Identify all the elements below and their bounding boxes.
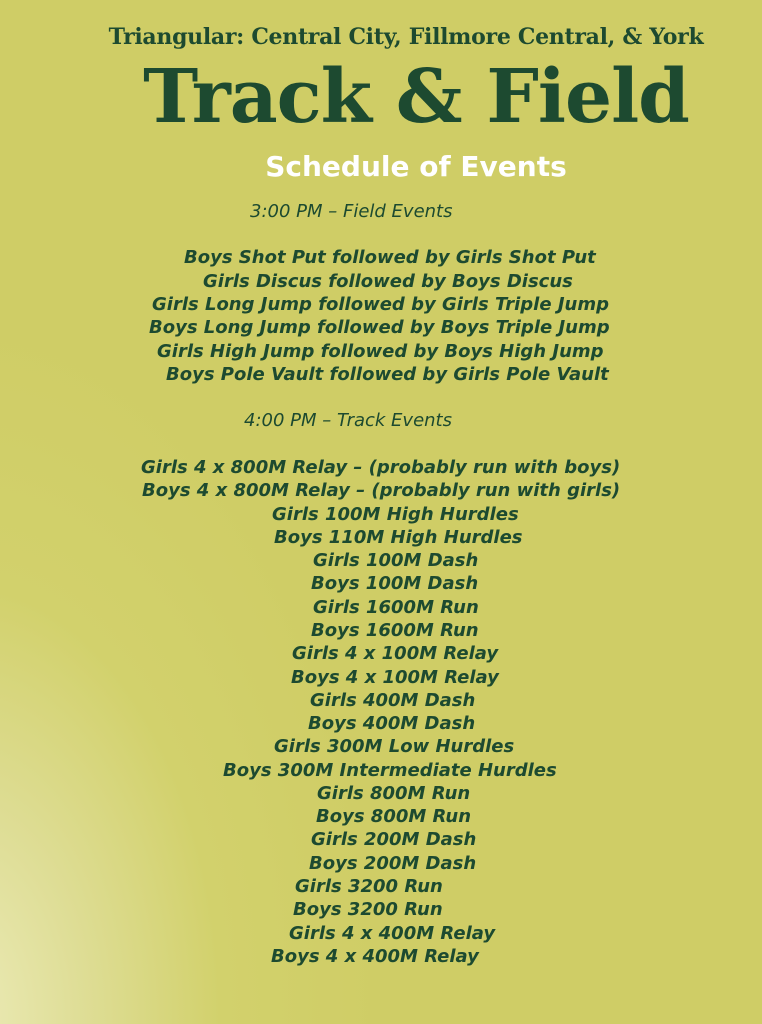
track-event-item: Boys 200M Dash — [309, 853, 477, 874]
track-event-item: Boys 4 x 800M Relay – (probably run with girls) — [142, 480, 621, 501]
schedule-heading: Schedule of Events — [265, 150, 567, 183]
track-event-item: Girls 100M High Hurdles — [272, 504, 519, 525]
field-event-item: Boys Shot Put followed by Girls Shot Put — [184, 247, 596, 268]
track-event-item: Girls 200M Dash — [311, 829, 477, 850]
track-event-item: Boys 3200 Run — [293, 899, 443, 920]
track-event-item: Girls 4 x 100M Relay — [292, 643, 499, 664]
track-event-item: Girls 100M Dash — [313, 550, 479, 571]
track-event-item: Girls 300M Low Hurdles — [274, 736, 515, 757]
track-event-item: Boys 4 x 100M Relay — [291, 667, 499, 688]
track-event-item: Girls 800M Run — [317, 783, 471, 804]
field-event-item: Boys Pole Vault followed by Girls Pole Vault — [166, 364, 609, 385]
track-event-item: Girls 4 x 400M Relay — [289, 923, 496, 944]
track-events-time: 4:00 PM – Track Events — [244, 410, 452, 431]
track-event-item: Boys 400M Dash — [308, 713, 476, 734]
track-event-item: Boys 800M Run — [316, 806, 472, 827]
track-event-item: Boys 4 x 400M Relay — [271, 946, 479, 967]
field-event-item: Girls Discus followed by Boys Discus — [203, 271, 573, 292]
meet-subtitle: Triangular: Central City, Fillmore Central, & York — [108, 24, 704, 50]
field-event-item: Girls High Jump followed by Boys High Jump — [157, 341, 604, 362]
track-event-item: Boys 100M Dash — [311, 573, 479, 594]
track-event-item: Boys 300M Intermediate Hurdles — [223, 760, 557, 781]
track-event-item: Boys 1600M Run — [311, 620, 479, 641]
track-event-item: Girls 1600M Run — [313, 597, 479, 618]
track-event-item: Girls 4 x 800M Relay – (probably run with boys) — [141, 457, 621, 478]
field-event-item: Boys Long Jump followed by Boys Triple Jump — [149, 317, 610, 338]
track-event-item: Boys 110M High Hurdles — [274, 527, 523, 548]
field-events-time: 3:00 PM – Field Events — [250, 201, 453, 222]
track-event-item: Girls 3200 Run — [295, 876, 443, 897]
field-event-item: Girls Long Jump followed by Girls Triple Jump — [152, 294, 609, 315]
page-title: Track & Field — [143, 54, 689, 140]
track-event-item: Girls 400M Dash — [310, 690, 476, 711]
